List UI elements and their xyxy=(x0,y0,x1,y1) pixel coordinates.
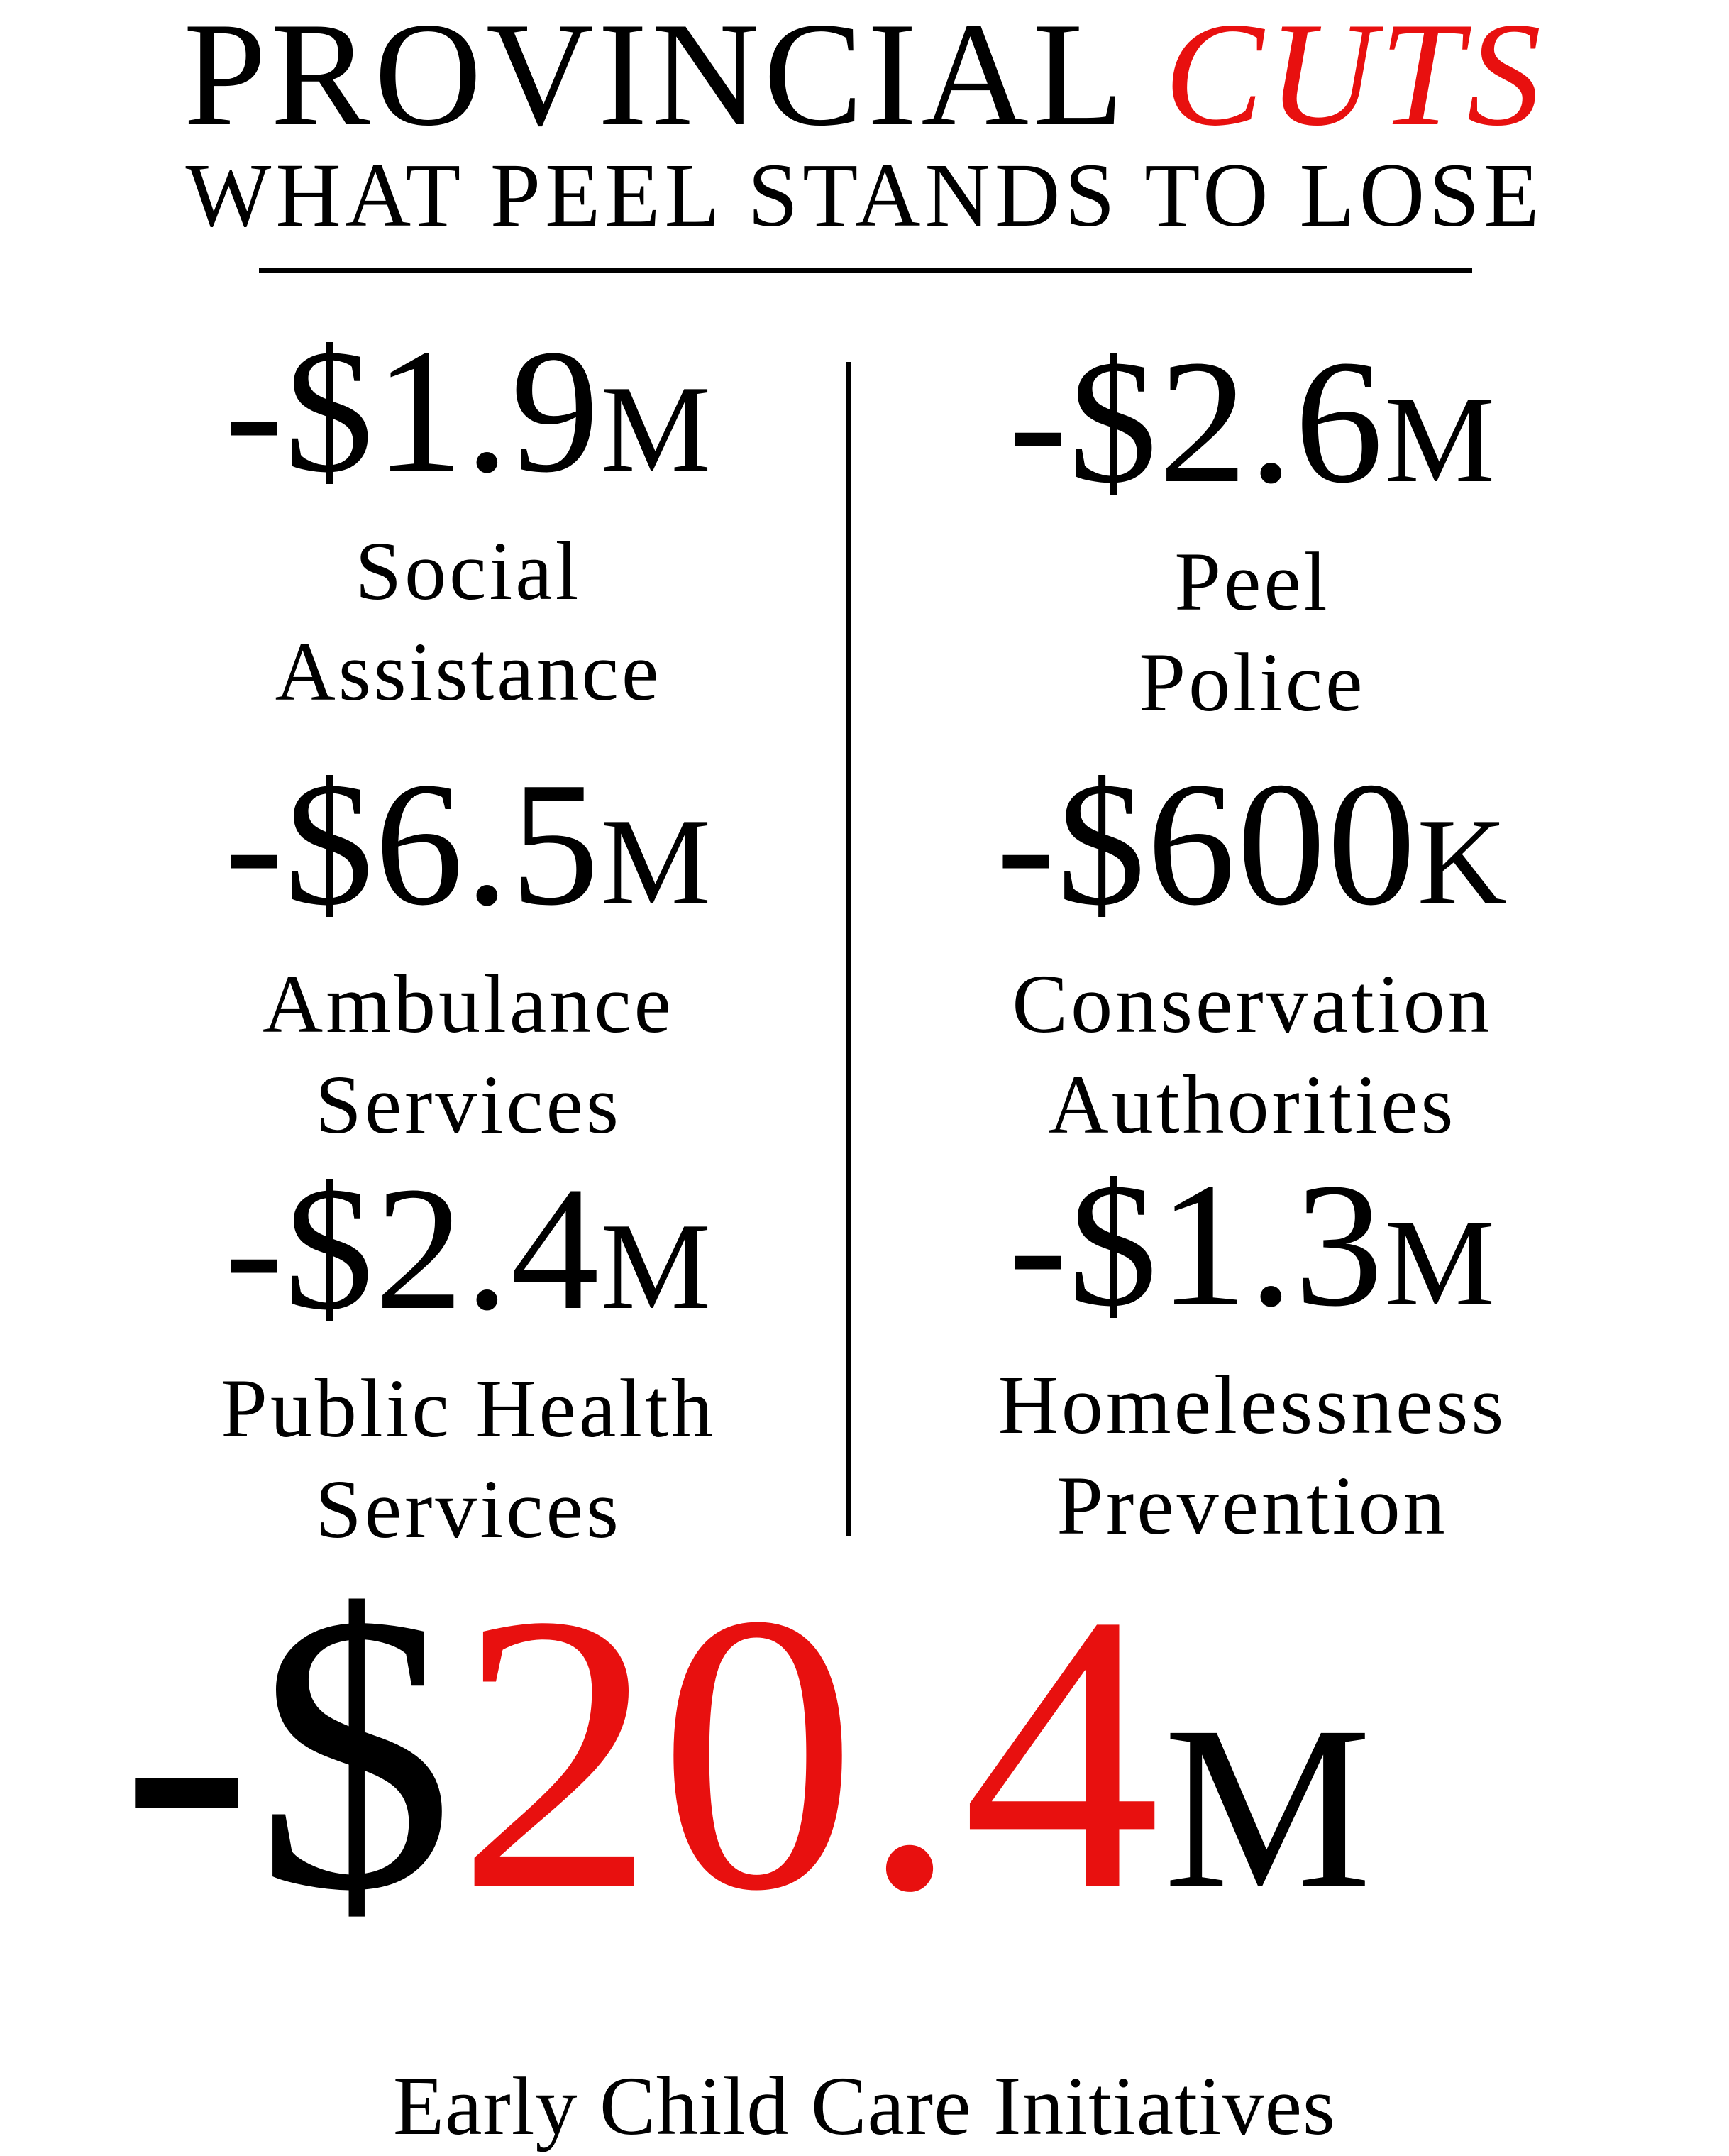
cut-label-line2: Prevention xyxy=(1056,1459,1448,1552)
amount-unit: M xyxy=(1384,1194,1497,1331)
featured-prefix: -$ xyxy=(120,1533,458,1973)
title-main: PROVINCIAL xyxy=(183,0,1123,157)
cut-amount xyxy=(862,746,1642,954)
cut-amount xyxy=(78,1150,858,1358)
cut-amount xyxy=(862,324,1642,532)
amount-value: 2.6 xyxy=(1159,324,1385,520)
featured-value: 20.4 xyxy=(457,1533,1164,1973)
cut-ambulance-services xyxy=(78,746,858,1155)
page-subtitle: WHAT PEEL STANDS TO LOSE xyxy=(185,145,1544,246)
cut-public-health-services xyxy=(78,1150,858,1560)
cut-label-line1: Ambulance xyxy=(263,957,674,1050)
amount-value: 6.5 xyxy=(375,746,601,942)
amount-unit: M xyxy=(1384,370,1497,508)
amount-value: 2.4 xyxy=(375,1150,601,1347)
page-title xyxy=(0,0,1729,156)
amount-value: 1.3 xyxy=(1159,1147,1385,1343)
amount-unit: M xyxy=(600,360,713,497)
amount-unit: M xyxy=(600,1197,713,1335)
cut-homelessness-prevention xyxy=(862,1147,1642,1556)
amount-value: 1.9 xyxy=(375,313,601,510)
cut-label-line2: Services xyxy=(315,1058,622,1151)
title-accent: CUTS xyxy=(1164,0,1546,157)
cut-label-line2: Services xyxy=(315,1463,622,1556)
cut-label-line1: Social xyxy=(355,524,582,617)
header-rule xyxy=(259,268,1472,273)
amount-unit: K xyxy=(1417,793,1508,930)
amount-prefix: -$ xyxy=(1007,1147,1159,1343)
featured-amount xyxy=(0,1533,1729,2014)
cut-early-child-care xyxy=(0,1533,1729,2156)
featured-unit: M xyxy=(1164,1678,1375,1937)
amount-prefix: -$ xyxy=(223,746,375,942)
amount-prefix: -$ xyxy=(1007,324,1159,520)
amount-value: 600 xyxy=(1147,746,1418,942)
cut-label-line1: Conservation xyxy=(1012,957,1493,1050)
cut-amount xyxy=(78,313,858,521)
cut-label-line2: Police xyxy=(1139,636,1366,729)
cut-amount xyxy=(862,1147,1642,1355)
amount-prefix: -$ xyxy=(996,746,1147,942)
cut-label-line2: Authorities xyxy=(1048,1058,1457,1151)
cut-label-line1: Homelessness xyxy=(998,1358,1507,1451)
amount-unit: M xyxy=(600,793,713,930)
featured-label: Early Child Care Initiatives xyxy=(393,2059,1336,2152)
cut-label-line1: Public Health xyxy=(221,1362,716,1455)
cut-amount xyxy=(78,746,858,954)
cut-conservation-authorities xyxy=(862,746,1642,1155)
cut-social-assistance xyxy=(78,313,858,722)
cut-label-line1: Peel xyxy=(1174,535,1330,628)
amount-prefix: -$ xyxy=(223,313,375,510)
cut-peel-police xyxy=(862,324,1642,733)
cut-label-line2: Assistance xyxy=(275,625,662,718)
amount-prefix: -$ xyxy=(223,1150,375,1347)
